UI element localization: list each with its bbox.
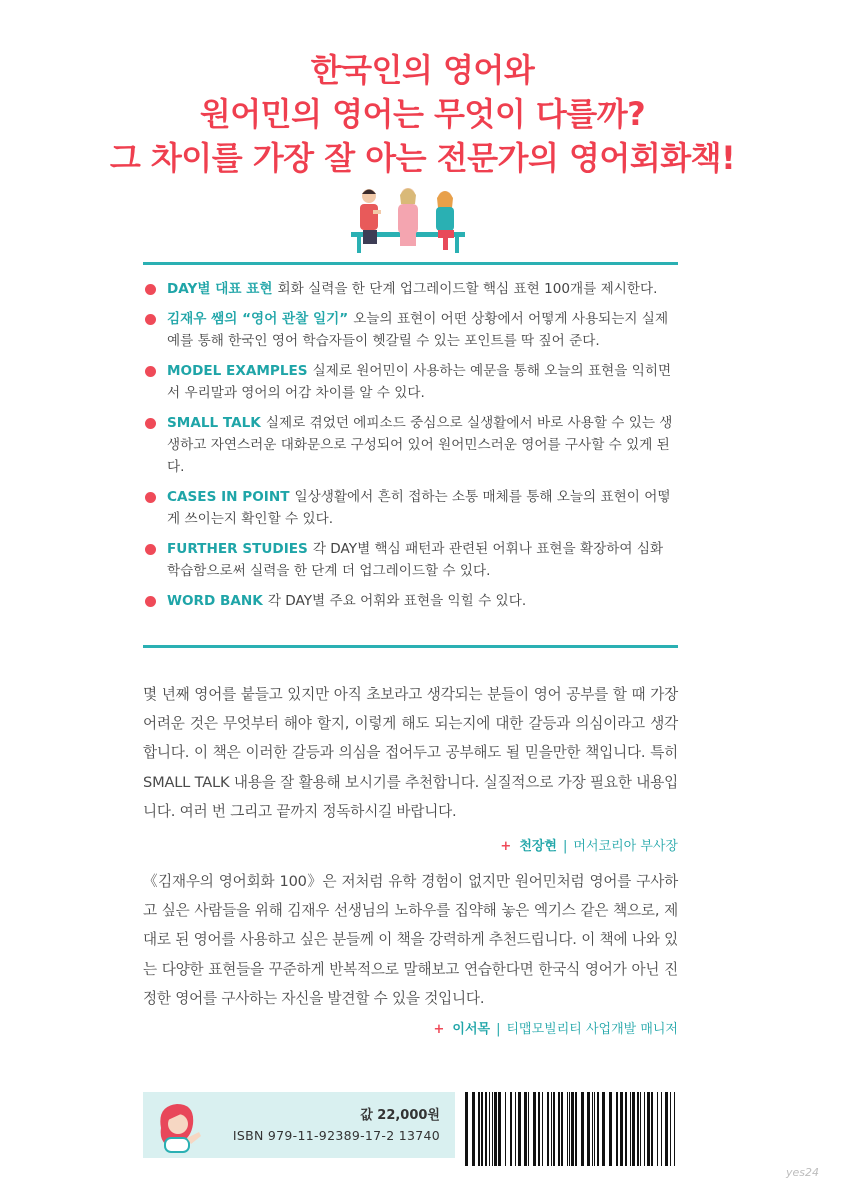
barcode-bar <box>558 1092 560 1166</box>
barcode-bar <box>515 1092 516 1166</box>
barcode-bar <box>567 1092 568 1166</box>
mascot-girl-icon <box>151 1098 207 1154</box>
barcode-bar <box>524 1092 527 1166</box>
feature-list <box>143 278 678 620</box>
headline-line-2: 원어민의 영어는 무엇이 다를까? <box>199 95 646 133</box>
review-2-signature <box>433 1018 678 1037</box>
bullet-dot-icon <box>145 314 156 325</box>
barcode-bar <box>553 1092 555 1166</box>
barcode-bar <box>602 1092 605 1166</box>
review-1-signature <box>500 835 678 854</box>
barcode-bar <box>485 1092 487 1166</box>
barcode-bar <box>498 1092 501 1166</box>
barcode-bar <box>597 1092 599 1166</box>
barcode-bar <box>575 1092 577 1166</box>
feature-text: 일상생활에서 흔히 접하는 소통 매체를 통해 오늘의 표현이 어떻게 쓰이는지 확인할 수 있다. <box>167 489 671 527</box>
feature-text: 각 DAY별 주요 어휘와 표현을 익힐 수 있다. <box>267 593 527 609</box>
barcode-bar <box>538 1092 540 1166</box>
reviewer-role: 티맵모빌리티 사업개발 매니저 <box>506 1022 678 1037</box>
feature-text: 실제로 겪었던 에피소드 중심으로 실생활에서 바로 사용할 수 있는 생생하고 자연스러운 대화문으로 구성되어 있어 원어민스러운 영어를 구사할 수 있게 된다. <box>167 415 673 475</box>
barcode-bar <box>632 1092 635 1166</box>
barcode-bar <box>616 1092 618 1166</box>
bottom-rule <box>143 645 678 648</box>
reviewer-name: 이서목 <box>452 1022 491 1037</box>
feature-item <box>143 590 678 612</box>
barcode-bar <box>551 1092 552 1166</box>
barcode-bar <box>625 1092 627 1166</box>
feature-title: 김재우 쌤의 “영어 관찰 일기” <box>167 311 349 327</box>
feature-title: SMALL TALK <box>167 415 261 431</box>
bullet-dot-icon <box>145 596 156 607</box>
barcode-bar <box>494 1092 497 1166</box>
barcode-bar <box>594 1092 595 1166</box>
price-label: 값 22,000원 <box>360 1108 440 1123</box>
bullet-dot-icon <box>145 418 156 429</box>
headline-line-1: 한국인의 영어와 <box>310 51 535 89</box>
separator: | <box>496 1022 501 1037</box>
watermark: yes24 <box>786 1166 820 1179</box>
barcode-bar <box>465 1092 468 1166</box>
isbn-label: ISBN 979-11-92389-17-2 13740 <box>232 1128 440 1143</box>
feature-item <box>143 412 678 478</box>
bullet-dot-icon <box>145 492 156 503</box>
barcode-bar <box>644 1092 645 1166</box>
headline-line-3: 그 차이를 가장 잘 아는 전문가의 영어회화책! <box>109 139 736 177</box>
feature-item <box>143 308 678 352</box>
barcode-bar <box>510 1092 512 1166</box>
barcode-bar <box>630 1092 631 1166</box>
barcode-bar <box>492 1092 493 1166</box>
headline <box>0 48 845 180</box>
reviewer-role: 머서코리아 부사장 <box>573 839 678 854</box>
feature-title: WORD BANK <box>167 593 263 609</box>
barcode-bar <box>547 1092 549 1166</box>
barcode-bar <box>489 1092 490 1166</box>
barcode-bar <box>581 1092 584 1166</box>
feature-title: CASES IN POINT <box>167 489 290 505</box>
feature-title: FURTHER STUDIES <box>167 541 308 557</box>
feature-item <box>143 486 678 530</box>
barcode <box>463 1092 678 1166</box>
reviewer-name: 천장현 <box>519 839 557 854</box>
barcode-bar <box>481 1092 483 1166</box>
feature-item <box>143 278 678 300</box>
feature-text: 각 DAY별 핵심 패턴과 관련된 어휘나 표현을 확장하여 심화 학습함으로써 실력을 한 단계 더 업그레이드할 수 있다. <box>167 541 664 579</box>
barcode-bar <box>528 1092 529 1166</box>
barcode-bar <box>542 1092 543 1166</box>
barcode-bar <box>661 1092 662 1166</box>
barcode-bar <box>505 1092 506 1166</box>
barcode-bar <box>533 1092 536 1166</box>
barcode-bar <box>620 1092 623 1166</box>
feature-text: 회화 실력을 한 단계 업그레이드할 핵심 표현 100개를 제시한다. <box>277 281 658 297</box>
feature-item <box>143 538 678 582</box>
feature-text: 오늘의 표현이 어떤 상황에서 어떻게 사용되는지 실제 예를 통해 한국인 영어 학습자들이 헷갈릴 수 있는 포인트를 딱 짚어 준다. <box>167 311 669 349</box>
barcode-bar <box>472 1092 475 1166</box>
plus-icon: + <box>500 839 512 854</box>
review-2-text: 《김재우의 영어회화 100》은 저처럼 유학 경험이 없지만 원어민처럼 영어를 구사하고 싶은 사람들을 위해 김재우 선생님의 노하우를 집약해 놓은 엑기스 같은 책으로, 제대로 된 영어를 사용하고 싶은 분들께 이 책을 강력하게 추천드립니다. 이 책에 나와 있는 다양한 표현들을 꾸준하게 반복적으로 말해보고 연습한다면 한국식 영어가 아닌 진정한 영어를 구사하는 자신을 발견할 수 있을 것입니다. <box>143 873 678 1007</box>
barcode-bar <box>674 1092 675 1166</box>
feature-text: 실제로 원어민이 사용하는 예문을 통해 오늘의 표현을 익히면서 우리말과 영어의 어감 차이를 알 수 있다. <box>167 363 672 401</box>
barcode-bar <box>657 1092 658 1166</box>
plus-icon: + <box>433 1022 445 1037</box>
feature-title: MODEL EXAMPLES <box>167 363 308 379</box>
barcode-bar <box>478 1092 480 1166</box>
barcode-bar <box>518 1092 521 1166</box>
top-rule <box>143 262 678 265</box>
bullet-dot-icon <box>145 366 156 377</box>
barcode-bar <box>569 1092 570 1166</box>
barcode-bar <box>665 1092 668 1166</box>
people-talking-illustration <box>345 182 470 254</box>
barcode-bar <box>647 1092 650 1166</box>
barcode-bar <box>640 1092 641 1166</box>
feature-title: DAY별 대표 표현 <box>167 281 273 297</box>
barcode-bar <box>561 1092 563 1166</box>
barcode-bar <box>587 1092 590 1166</box>
barcode-bar <box>637 1092 639 1166</box>
bullet-dot-icon <box>145 284 156 295</box>
price-box <box>143 1092 455 1158</box>
feature-item <box>143 360 678 404</box>
barcode-bar <box>571 1092 574 1166</box>
separator: | <box>563 839 568 854</box>
review-1-text: 몇 년째 영어를 붙들고 있지만 아직 초보라고 생각되는 분들이 영어 공부를 할 때 가장 어려운 것은 무엇부터 해야 할지, 이렇게 해도 되는지에 대한 갈등과 의심이라고 생각합니다. 이 책은 이러한 갈등과 의심을 접어두고 공부해도 될 믿을만한 책입니다. 특히 SMALL TALK 내용을 잘 활용해 보시기를 추천합니다. 실질적으로 가장 필요한 내용입니다. 여러 번 그리고 끝까지 정독하시길 바랍니다. <box>143 686 678 820</box>
barcode-bar <box>592 1092 593 1166</box>
bullet-dot-icon <box>145 544 156 555</box>
barcode-bar <box>670 1092 671 1166</box>
barcode-bar <box>609 1092 612 1166</box>
barcode-bar <box>651 1092 653 1166</box>
